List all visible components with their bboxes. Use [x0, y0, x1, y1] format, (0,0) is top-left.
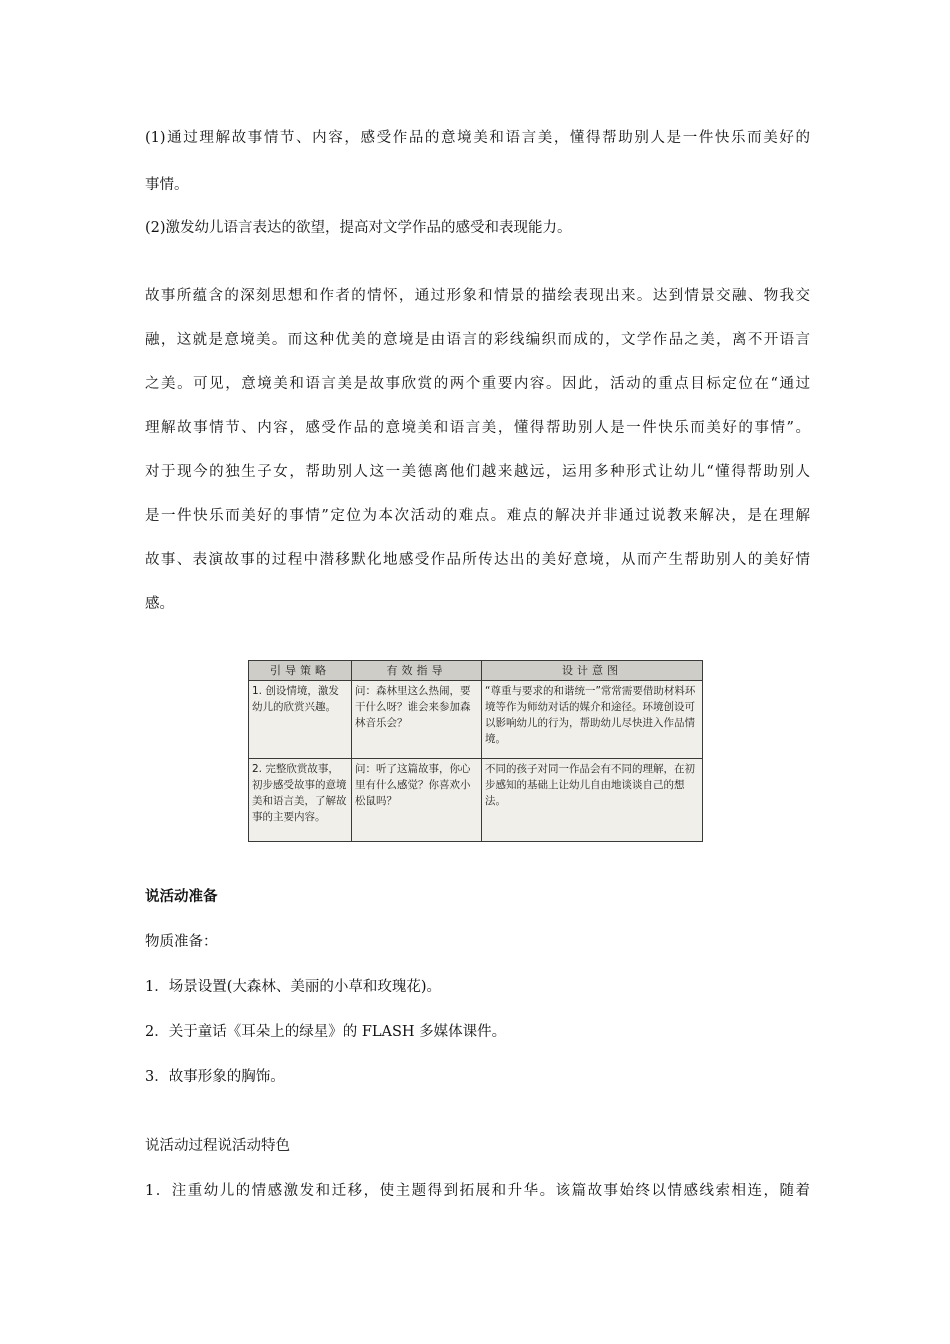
analysis-line-4: 理解故事情节、内容，感受作品的意境美和语言美，懂得帮助别人是一件快乐而美好的事情”。 [145, 420, 810, 436]
analysis-line-1: 故事所蕴含的深刻思想和作者的情怀，通过形象和情景的描绘表现出来。达到情景交融、物我交 [145, 288, 810, 304]
analysis-line-5: 对于现今的独生子女，帮助别人这一美德离他们越来越远，运用多种形式让幼儿“懂得帮助别人 [145, 464, 810, 480]
list-item: 1．场景设置(大森林、美丽的小草和玫瑰花)。 [145, 979, 442, 995]
table-header-intent: 设计意图 [482, 661, 703, 681]
list-item: 3．故事形象的胸饰。 [145, 1069, 285, 1085]
process-heading: 说活动过程说活动特色 [145, 1138, 290, 1154]
strategy-table [248, 660, 703, 842]
table-cell-strategy: 2. 完整欣赏故事，初步感受故事的意境美和语言美，了解故事的主要内容。 [249, 759, 352, 842]
material-label: 物质准备： [145, 934, 218, 950]
analysis-line-7: 故事、表演故事的过程中潜移默化地感受作品所传达出的美好意境，从而产生帮助别人的美好情 [145, 552, 810, 568]
objective-1-line-1: (1)通过理解故事情节、内容，感受作品的意境美和语言美，懂得帮助别人是一件快乐而美好的 [145, 130, 810, 146]
preparation-heading: 说活动准备 [145, 888, 218, 905]
analysis-line-6: 是一件快乐而美好的事情”定位为本次活动的难点。难点的解决并非通过说教来解决，是在理解 [145, 508, 810, 524]
analysis-line-3: 之美。可见，意境美和语言美是故事欣赏的两个重要内容。因此，活动的重点目标定位在“通过 [145, 376, 810, 392]
objective-2: (2)激发幼儿语言表达的欲望，提高对文学作品的感受和表现能力。 [145, 220, 572, 236]
table-cell-strategy: 1. 创设情境，激发幼儿的欣赏兴趣。 [249, 681, 352, 759]
table-header-strategy: 引导策略 [249, 661, 352, 681]
table-row [249, 759, 703, 842]
table-cell-guidance: 问：森林里这么热闹，要干什么呀？谁会来参加森林音乐会？ [352, 681, 482, 759]
analysis-line-8: 感。 [145, 596, 174, 612]
table-header-guidance: 有效指导 [352, 661, 482, 681]
analysis-line-2: 融，这就是意境美。而这种优美的意境是由语言的彩线编织而成的，文学作品之美，离不开语言 [145, 332, 810, 348]
list-item: 2．关于童话《耳朵上的绿星》的 FLASH 多媒体课件。 [145, 1024, 507, 1040]
table-cell-intent: “尊重与要求的和谐统一”常常需要借助材料环境等作为师幼对话的媒介和途径。环境创设可以影响幼儿的行为，帮助幼儿尽快进入作品情境。 [482, 681, 703, 759]
table-header-row [249, 661, 703, 681]
table-cell-guidance: 问：听了这篇故事，你心里有什么感觉？你喜欢小松鼠吗？ [352, 759, 482, 842]
table-row [249, 681, 703, 759]
table-cell-intent: 不同的孩子对同一作品会有不同的理解，在初步感知的基础上让幼儿自由地谈谈自己的想法。 [482, 759, 703, 842]
process-item-1: 1．注重幼儿的情感激发和迁移，使主题得到拓展和升华。该篇故事始终以情感线索相连，随着 [145, 1183, 810, 1199]
objective-1-line-2: 事情。 [145, 177, 189, 193]
